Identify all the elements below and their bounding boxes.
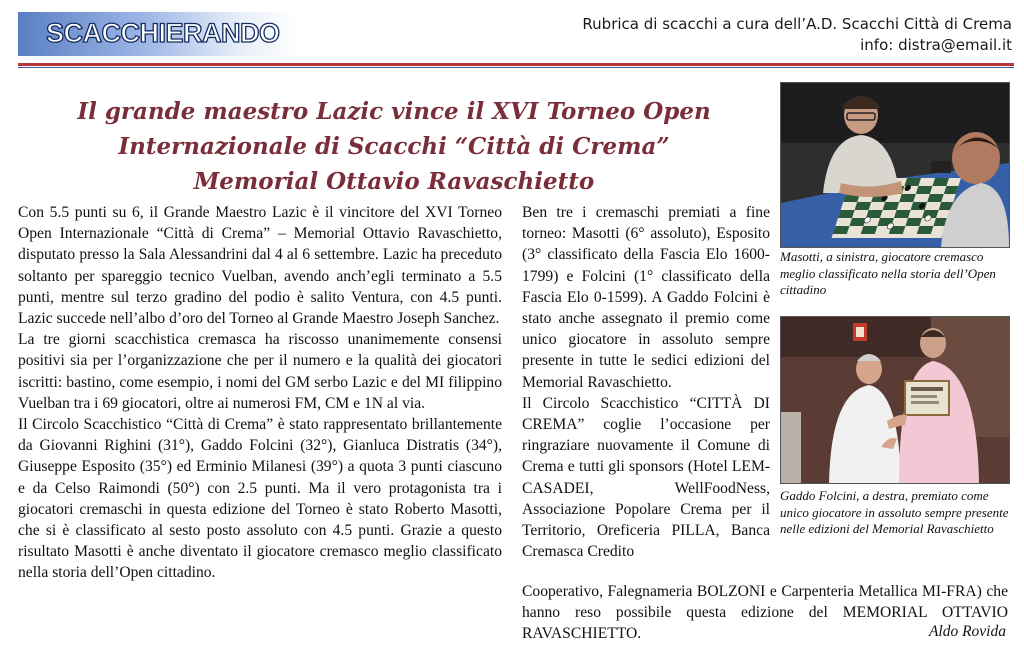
paragraph: Ben tre i cremaschi premiati a fine torneo: Masotti (6° assoluto), Esposito (3° classificato della Fascia Elo 1600-1799) e Folcini (1° classificato della Fascia Elo 0-1599). A Gaddo Folcini è stato anche assegnato il premio come unico giocatore in assoluto sempre presente in tutte le sedici edizioni del Memorial Ravaschietto.	[522, 204, 770, 391]
paragraph: Con 5.5 punti su 6, il Grande Maestro Lazic è il vincitore del XVI Torneo Open Internazionale “Città di Crema” – Memorial Ottavio Ravaschietto, disputato presso la Sala Alessandrini dal 4 al 6 settembre. Lazic ha preceduto soltanto per spareggio tecnico Vuelban, avendo anch’egli terminato a 5.5 punti, mentre sul terzo gradino del podio è salito Ventura, con 4.5 punti. Lazic succede nell’albo d’oro del Torneo al Grande Maestro Joseph Sanchez.	[18, 204, 502, 328]
article-headline	[20, 94, 768, 199]
headline-line-2: Internazionale di Scacchi “Città di Crema”	[118, 133, 670, 160]
column-info	[582, 14, 1012, 56]
paragraph: La tre giorni scacchistica cremasca ha riscosso unanimemente consensi positivi sia per l’organizzazione che per il numero e la qualità dei giocatori iscritti: bastino, come esempio, i nomi del GM serbo Lazic e del MI filippino Vuelban tra i 69 giocatori, oltre ai numerosi FM, CM e 1N al via.	[18, 331, 502, 412]
headline-line-1: Il grande maestro Lazic vince il XVI Torneo Open	[77, 98, 711, 125]
article-column-1	[18, 202, 502, 584]
article-column-2	[522, 202, 770, 562]
headline-line-3: Memorial Ottavio Ravaschietto	[193, 168, 595, 195]
masthead-title: SCACCHIERANDO	[46, 18, 280, 48]
column-curator-line: Rubrica di scacchi a cura dell’A.D. Scacchi Città di Crema	[582, 15, 1012, 33]
photo-caption-1: Masotti, a sinistra, giocatore cremasco meglio classificato nella storia dell’Open cittadino	[780, 249, 996, 297]
contact-email: info: distra@email.it	[860, 36, 1012, 54]
photo-caption-2: Gaddo Folcini, a destra, premiato come unico giocatore in assoluto sempre presente nelle edizioni del Memorial Ravaschietto	[780, 488, 1009, 536]
award-ceremony-photo	[781, 317, 1009, 483]
photo-folcini-award	[780, 316, 1010, 484]
author-signature: Aldo Rovida	[928, 623, 1006, 640]
header-rule-blue	[18, 67, 1014, 68]
paragraph: Il Circolo Scacchistico “Città di Crema” è stato rappresentato brillantemente da Giovanni Righini (31°), Gaddo Folcini (32°), Gianluca Distratis (34°), Giuseppe Esposito (35°) ed Erminio Milanesi (39°) a quota 3 punti ciascuno e da Celso Raimondi (50°) con 2.5 punti. Ma il vero protagonista tra i giocatori cremaschi in questa edizione del Torneo è stato Roberto Masotti, che si è classificato al sesto posto assoluto con 4.5 punti. Grazie a questo risultato Masotti è anche diventato il giocatore cremasco meglio classificato nella storia dell’Open cittadino.	[18, 416, 502, 582]
paragraph: Il Circolo Scacchistico “CITTÀ DI CREMA” coglie l’occasione per ringraziare nuovamente il Comune di Crema e tutti gli sponsors (Hotel LEM-CASADEI, WellFoodNess, Associazione Popolare Crema per il Territorio, Oreficeria PILLA, Banca Cremasca Credito	[522, 394, 770, 561]
masthead-banner	[18, 12, 298, 56]
article-closing-paragraph: Cooperativo, Falegnameria BOLZONI e Carpenteria Metallica MI-FRA) che hanno reso possibile questa edizione del MEMORIAL OTTAVIO RAVASCHIETTO.	[522, 583, 1008, 643]
header-rule-red	[18, 63, 1014, 66]
chess-game-photo	[781, 83, 1009, 247]
photo-masotti-playing	[780, 82, 1010, 248]
